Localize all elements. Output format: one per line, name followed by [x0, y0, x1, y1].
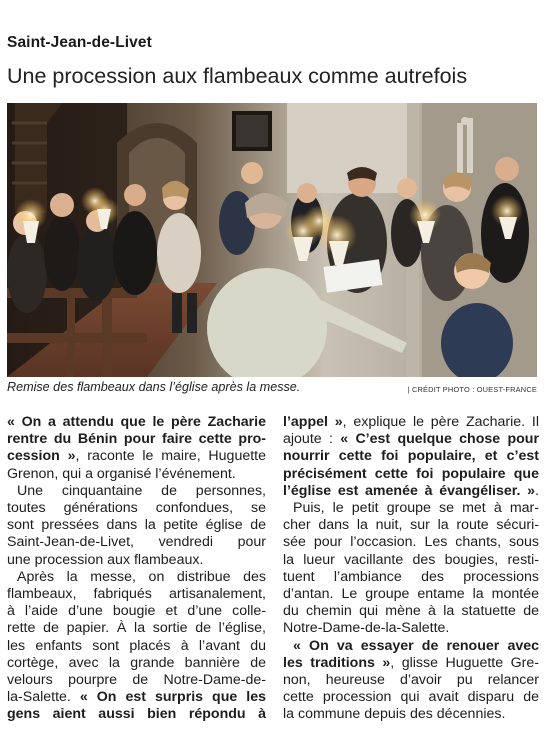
- article-line: rette de papier. À la sortie de l’église,: [7, 620, 266, 637]
- article-line: Puis, le petit groupe se met à mar-: [293, 500, 539, 517]
- article-line: l’appel », explique le père Zacharie. Il: [283, 414, 539, 430]
- article-headline: Une procession aux flambeaux comme autrefois: [7, 64, 468, 88]
- article-line: ajoute : « C’est quelque chose pour: [283, 431, 539, 448]
- article-column-left: [7, 414, 266, 724]
- article-line: les enfants sont placés à l’avant du: [7, 637, 266, 654]
- article-line: du chemin qui mène à la statuette de: [283, 603, 539, 620]
- article-line: Saint-Jean-de-Livet, vendredi pour: [7, 534, 266, 551]
- article-line: Notre-Dame-de-la-Salette.: [283, 620, 450, 637]
- article-line: toutes générations confondues, se: [7, 500, 266, 517]
- article-line: tuent l’ambiance des processions: [283, 568, 539, 585]
- article-line: nourrir cette foi populaire, et c’est: [283, 448, 539, 465]
- article-column-right: [283, 414, 539, 724]
- article-line: précisément cette foi populaire que: [283, 465, 539, 482]
- article-line: cette procession qui avait disparu de: [283, 689, 539, 706]
- procession-photo: [7, 103, 537, 377]
- article-line: non, heureuse d’avoir pu relancer: [283, 672, 539, 689]
- article-line: cher dans la nuit, sur la route sécuri-: [283, 517, 539, 534]
- article-line: rentre du Bénin pour faire cette pro-: [7, 431, 266, 448]
- article-line: gens aient aussi bien répondu à: [7, 706, 266, 723]
- article-line: Une cinquantaine de personnes,: [17, 482, 266, 499]
- article-line: flambeaux, fabriqués artisanalement,: [7, 586, 266, 603]
- article-line: Après la messe, on distribue des: [17, 568, 266, 585]
- article-line: l’église est amenée à évangéliser. ».: [283, 482, 539, 499]
- photo-credit: | CRÉDIT PHOTO : OUEST-FRANCE: [407, 385, 537, 394]
- article-line: « On va essayer de renouer avec: [293, 637, 539, 654]
- photo-caption: Remise des flambeaux dans l’église après la messe.: [7, 380, 301, 394]
- article-line: Grenon, qui a organisé l’événement.: [7, 465, 236, 482]
- article-line: sée pour l’occasion. Les chants, sous: [283, 534, 539, 551]
- article-line: cession », raconte le maire, Huguette: [7, 448, 267, 465]
- article-line: cortège, avec la grande bannière de: [7, 654, 266, 671]
- article-line: d’antan. Le groupe entame la montée: [283, 586, 539, 603]
- article-line: velours pourpre de Notre-Dame-de-: [7, 672, 266, 689]
- article-line: la lueur vacillante des bougies, resti-: [283, 551, 539, 568]
- article-line: une procession aux flambeaux.: [7, 551, 204, 568]
- article-location: Saint-Jean-de-Livet: [7, 34, 152, 51]
- article-line: la commune depuis des décennies.: [283, 706, 506, 723]
- article-line: à l’aide d’une bougie et d’une colle-: [7, 603, 266, 620]
- article-line: sont pressées dans la petite église de: [7, 517, 266, 534]
- article-line: « On a attendu que le père Zacharie: [7, 414, 266, 430]
- article-line: les traditions », glisse Huguette Gre-: [283, 654, 539, 671]
- article-line: la-Salette. « On est surpris que les: [7, 689, 266, 706]
